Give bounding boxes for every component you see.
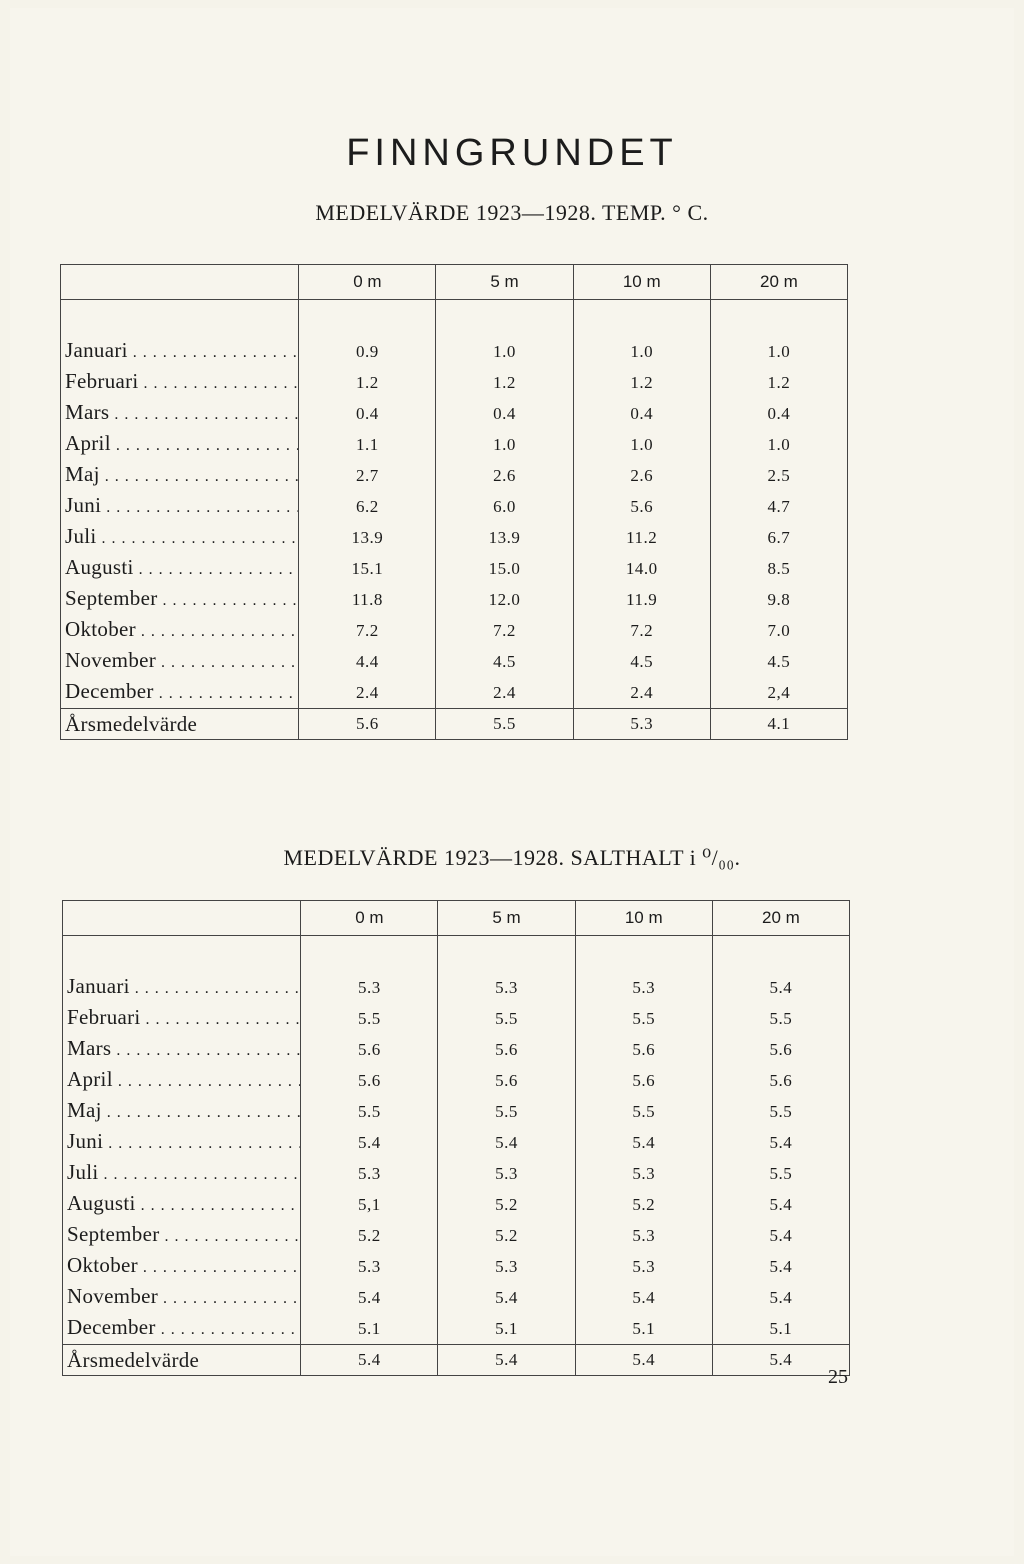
table-row — [63, 1158, 850, 1189]
spacer-cell — [436, 300, 573, 337]
month-label: September . . . — [63, 1220, 301, 1251]
value-cell: 0.4 — [573, 398, 710, 429]
spacer-cell — [575, 936, 712, 973]
value-cell: 5.2 — [301, 1220, 438, 1251]
table-row — [61, 553, 848, 584]
spacer-cell — [438, 936, 575, 973]
value-cell: 7.2 — [436, 615, 573, 646]
salinity-table — [62, 900, 850, 1376]
annual-mean-label: Årsmedelvärde — [63, 1345, 301, 1376]
value-cell: 13.9 — [436, 522, 573, 553]
header-row — [61, 265, 848, 300]
value-cell: 5.4 — [712, 1189, 849, 1220]
spacer-cell — [573, 300, 710, 337]
annual-mean-value: 5.5 — [436, 709, 573, 740]
value-cell: 5.3 — [438, 1251, 575, 1282]
value-cell: 5.5 — [438, 1096, 575, 1127]
header-blank — [61, 265, 299, 300]
value-cell: 5,1 — [301, 1189, 438, 1220]
value-cell: 7.2 — [573, 615, 710, 646]
value-cell: 5.1 — [575, 1313, 712, 1345]
value-cell: 5.3 — [438, 1158, 575, 1189]
value-cell: 5.6 — [575, 1034, 712, 1065]
month-label: September . . . — [61, 584, 299, 615]
column-header: 5 m — [438, 901, 575, 936]
annual-mean-label: Årsmedelvärde — [61, 709, 299, 740]
month-label: December . . . — [63, 1313, 301, 1345]
value-cell: 2.4 — [573, 677, 710, 709]
value-cell: 5.2 — [575, 1189, 712, 1220]
column-header: 10 m — [573, 265, 710, 300]
value-cell: 12.0 — [436, 584, 573, 615]
value-cell: 1.2 — [436, 367, 573, 398]
value-cell: 5.6 — [712, 1034, 849, 1065]
value-cell: 2.5 — [710, 460, 847, 491]
annual-mean-value: 5.6 — [299, 709, 436, 740]
value-cell: 6.2 — [299, 491, 436, 522]
month-label: Oktober . . . — [63, 1251, 301, 1282]
table-row — [63, 1003, 850, 1034]
station-title: FINNGRUNDET — [346, 132, 678, 174]
month-label: Februari . . . — [63, 1003, 301, 1034]
column-header: 10 m — [575, 901, 712, 936]
month-label: December . . . — [61, 677, 299, 709]
value-cell: 2.6 — [573, 460, 710, 491]
value-cell: 4.5 — [710, 646, 847, 677]
spacer-cell — [301, 936, 438, 973]
value-cell: 5.4 — [712, 1282, 849, 1313]
month-label: Februari . . . — [61, 367, 299, 398]
value-cell: 5.6 — [301, 1034, 438, 1065]
table-row — [63, 1313, 850, 1345]
value-cell: 11.9 — [573, 584, 710, 615]
column-header: 20 m — [712, 901, 849, 936]
month-label: Mars . . . — [61, 398, 299, 429]
table-row — [63, 1251, 850, 1282]
page-number: 25 — [828, 1366, 848, 1388]
value-cell: 5.3 — [575, 1158, 712, 1189]
value-cell: 0.4 — [710, 398, 847, 429]
month-label: April . . . — [63, 1065, 301, 1096]
month-label: Mars . . . — [63, 1034, 301, 1065]
value-cell: 13.9 — [299, 522, 436, 553]
table-row — [61, 367, 848, 398]
table-row — [61, 522, 848, 553]
value-cell: 5.4 — [575, 1127, 712, 1158]
value-cell: 5.5 — [712, 1096, 849, 1127]
spacer-cell — [299, 300, 436, 337]
value-cell: 4.5 — [436, 646, 573, 677]
month-label: Januari . . . — [63, 972, 301, 1003]
value-cell: 5.3 — [575, 1251, 712, 1282]
column-header: 0 m — [299, 265, 436, 300]
header-row — [63, 901, 850, 936]
value-cell: 5.5 — [712, 1003, 849, 1034]
column-header: 5 m — [436, 265, 573, 300]
annual-mean-value: 5.4 — [438, 1345, 575, 1376]
month-label: Maj . . . — [63, 1096, 301, 1127]
month-label: Augusti . . . — [63, 1189, 301, 1220]
annual-mean-row — [61, 709, 848, 740]
table-row — [61, 398, 848, 429]
value-cell: 5.3 — [575, 972, 712, 1003]
spacer-cell — [710, 300, 847, 337]
value-cell: 5.5 — [575, 1096, 712, 1127]
spacer-cell — [61, 300, 299, 337]
table-row — [61, 460, 848, 491]
annual-mean-value: 5.4 — [301, 1345, 438, 1376]
table-row — [61, 429, 848, 460]
value-cell: 4.4 — [299, 646, 436, 677]
spacer-row — [63, 936, 850, 973]
value-cell: 5.4 — [712, 972, 849, 1003]
value-cell: 14.0 — [573, 553, 710, 584]
value-cell: 1.2 — [299, 367, 436, 398]
value-cell: 5.5 — [301, 1003, 438, 1034]
table-row — [61, 584, 848, 615]
month-label: Augusti . . . — [61, 553, 299, 584]
table-row — [63, 1096, 850, 1127]
table-row — [61, 615, 848, 646]
value-cell: 1.0 — [710, 429, 847, 460]
salinity-caption: MEDELVÄRDE 1923—1928. SALTHALT i ⁰/₀₀. — [283, 845, 741, 870]
month-label: Oktober . . . — [61, 615, 299, 646]
value-cell: 9.8 — [710, 584, 847, 615]
month-label: Juli . . . — [61, 522, 299, 553]
table-row — [63, 1034, 850, 1065]
value-cell: 2.4 — [299, 677, 436, 709]
value-cell: 5.3 — [301, 1251, 438, 1282]
table-row — [63, 1220, 850, 1251]
value-cell: 5.4 — [712, 1251, 849, 1282]
value-cell: 5.3 — [575, 1220, 712, 1251]
value-cell: 5.1 — [438, 1313, 575, 1345]
spacer-row — [61, 300, 848, 337]
value-cell: 0.4 — [299, 398, 436, 429]
value-cell: 5.4 — [575, 1282, 712, 1313]
value-cell: 15.0 — [436, 553, 573, 584]
month-label: Maj . . . — [61, 460, 299, 491]
value-cell: 4.7 — [710, 491, 847, 522]
spacer-cell — [712, 936, 849, 973]
value-cell: 5.6 — [573, 491, 710, 522]
value-cell: 6.7 — [710, 522, 847, 553]
value-cell: 0.9 — [299, 336, 436, 367]
table-row — [63, 1282, 850, 1313]
value-cell: 1.1 — [299, 429, 436, 460]
value-cell: 5.4 — [438, 1127, 575, 1158]
value-cell: 5.4 — [712, 1127, 849, 1158]
value-cell: 5.3 — [301, 1158, 438, 1189]
value-cell: 1.0 — [573, 336, 710, 367]
value-cell: 15.1 — [299, 553, 436, 584]
value-cell: 5.2 — [438, 1189, 575, 1220]
value-cell: 11.8 — [299, 584, 436, 615]
annual-mean-value: 5.4 — [712, 1345, 849, 1376]
table-row — [63, 1189, 850, 1220]
table-row — [63, 972, 850, 1003]
value-cell: 5.6 — [575, 1065, 712, 1096]
value-cell: 5.6 — [438, 1034, 575, 1065]
annual-mean-value: 5.4 — [575, 1345, 712, 1376]
value-cell: 2,4 — [710, 677, 847, 709]
value-cell: 5.5 — [438, 1003, 575, 1034]
value-cell: 5.1 — [712, 1313, 849, 1345]
value-cell: 5.4 — [438, 1282, 575, 1313]
value-cell: 7.2 — [299, 615, 436, 646]
spacer-cell — [63, 936, 301, 973]
value-cell: 2.7 — [299, 460, 436, 491]
month-label: Juni . . . — [63, 1127, 301, 1158]
header-blank — [63, 901, 301, 936]
table-row — [61, 491, 848, 522]
month-label: Juni . . . — [61, 491, 299, 522]
value-cell: 1.0 — [573, 429, 710, 460]
month-label: April . . . — [61, 429, 299, 460]
value-cell: 8.5 — [710, 553, 847, 584]
value-cell: 2.6 — [436, 460, 573, 491]
table-row — [63, 1065, 850, 1096]
value-cell: 5.4 — [712, 1220, 849, 1251]
value-cell: 1.0 — [436, 336, 573, 367]
value-cell: 6.0 — [436, 491, 573, 522]
month-label: November . . . — [61, 646, 299, 677]
table-row — [63, 1127, 850, 1158]
value-cell: 2.4 — [436, 677, 573, 709]
value-cell: 1.0 — [710, 336, 847, 367]
value-cell: 1.2 — [573, 367, 710, 398]
value-cell: 0.4 — [436, 398, 573, 429]
column-header: 20 m — [710, 265, 847, 300]
temperature-table — [60, 264, 848, 740]
annual-mean-value: 4.1 — [710, 709, 847, 740]
value-cell: 4.5 — [573, 646, 710, 677]
value-cell: 5.3 — [438, 972, 575, 1003]
value-cell: 5.5 — [575, 1003, 712, 1034]
value-cell: 5.6 — [712, 1065, 849, 1096]
value-cell: 11.2 — [573, 522, 710, 553]
value-cell: 5.6 — [438, 1065, 575, 1096]
value-cell: 1.2 — [710, 367, 847, 398]
value-cell: 1.0 — [436, 429, 573, 460]
temperature-caption: MEDELVÄRDE 1923—1928. TEMP. ° C. — [315, 200, 709, 225]
value-cell: 5.4 — [301, 1282, 438, 1313]
table-row — [61, 677, 848, 709]
month-label: November . . . — [63, 1282, 301, 1313]
value-cell: 5.4 — [301, 1127, 438, 1158]
value-cell: 5.6 — [301, 1065, 438, 1096]
table-row — [61, 336, 848, 367]
value-cell: 5.5 — [712, 1158, 849, 1189]
annual-mean-row — [63, 1345, 850, 1376]
value-cell: 5.3 — [301, 972, 438, 1003]
month-label: Januari . . . — [61, 336, 299, 367]
value-cell: 5.5 — [301, 1096, 438, 1127]
value-cell: 5.1 — [301, 1313, 438, 1345]
value-cell: 5.2 — [438, 1220, 575, 1251]
column-header: 0 m — [301, 901, 438, 936]
value-cell: 7.0 — [710, 615, 847, 646]
annual-mean-value: 5.3 — [573, 709, 710, 740]
month-label: Juli . . . — [63, 1158, 301, 1189]
table-row — [61, 646, 848, 677]
